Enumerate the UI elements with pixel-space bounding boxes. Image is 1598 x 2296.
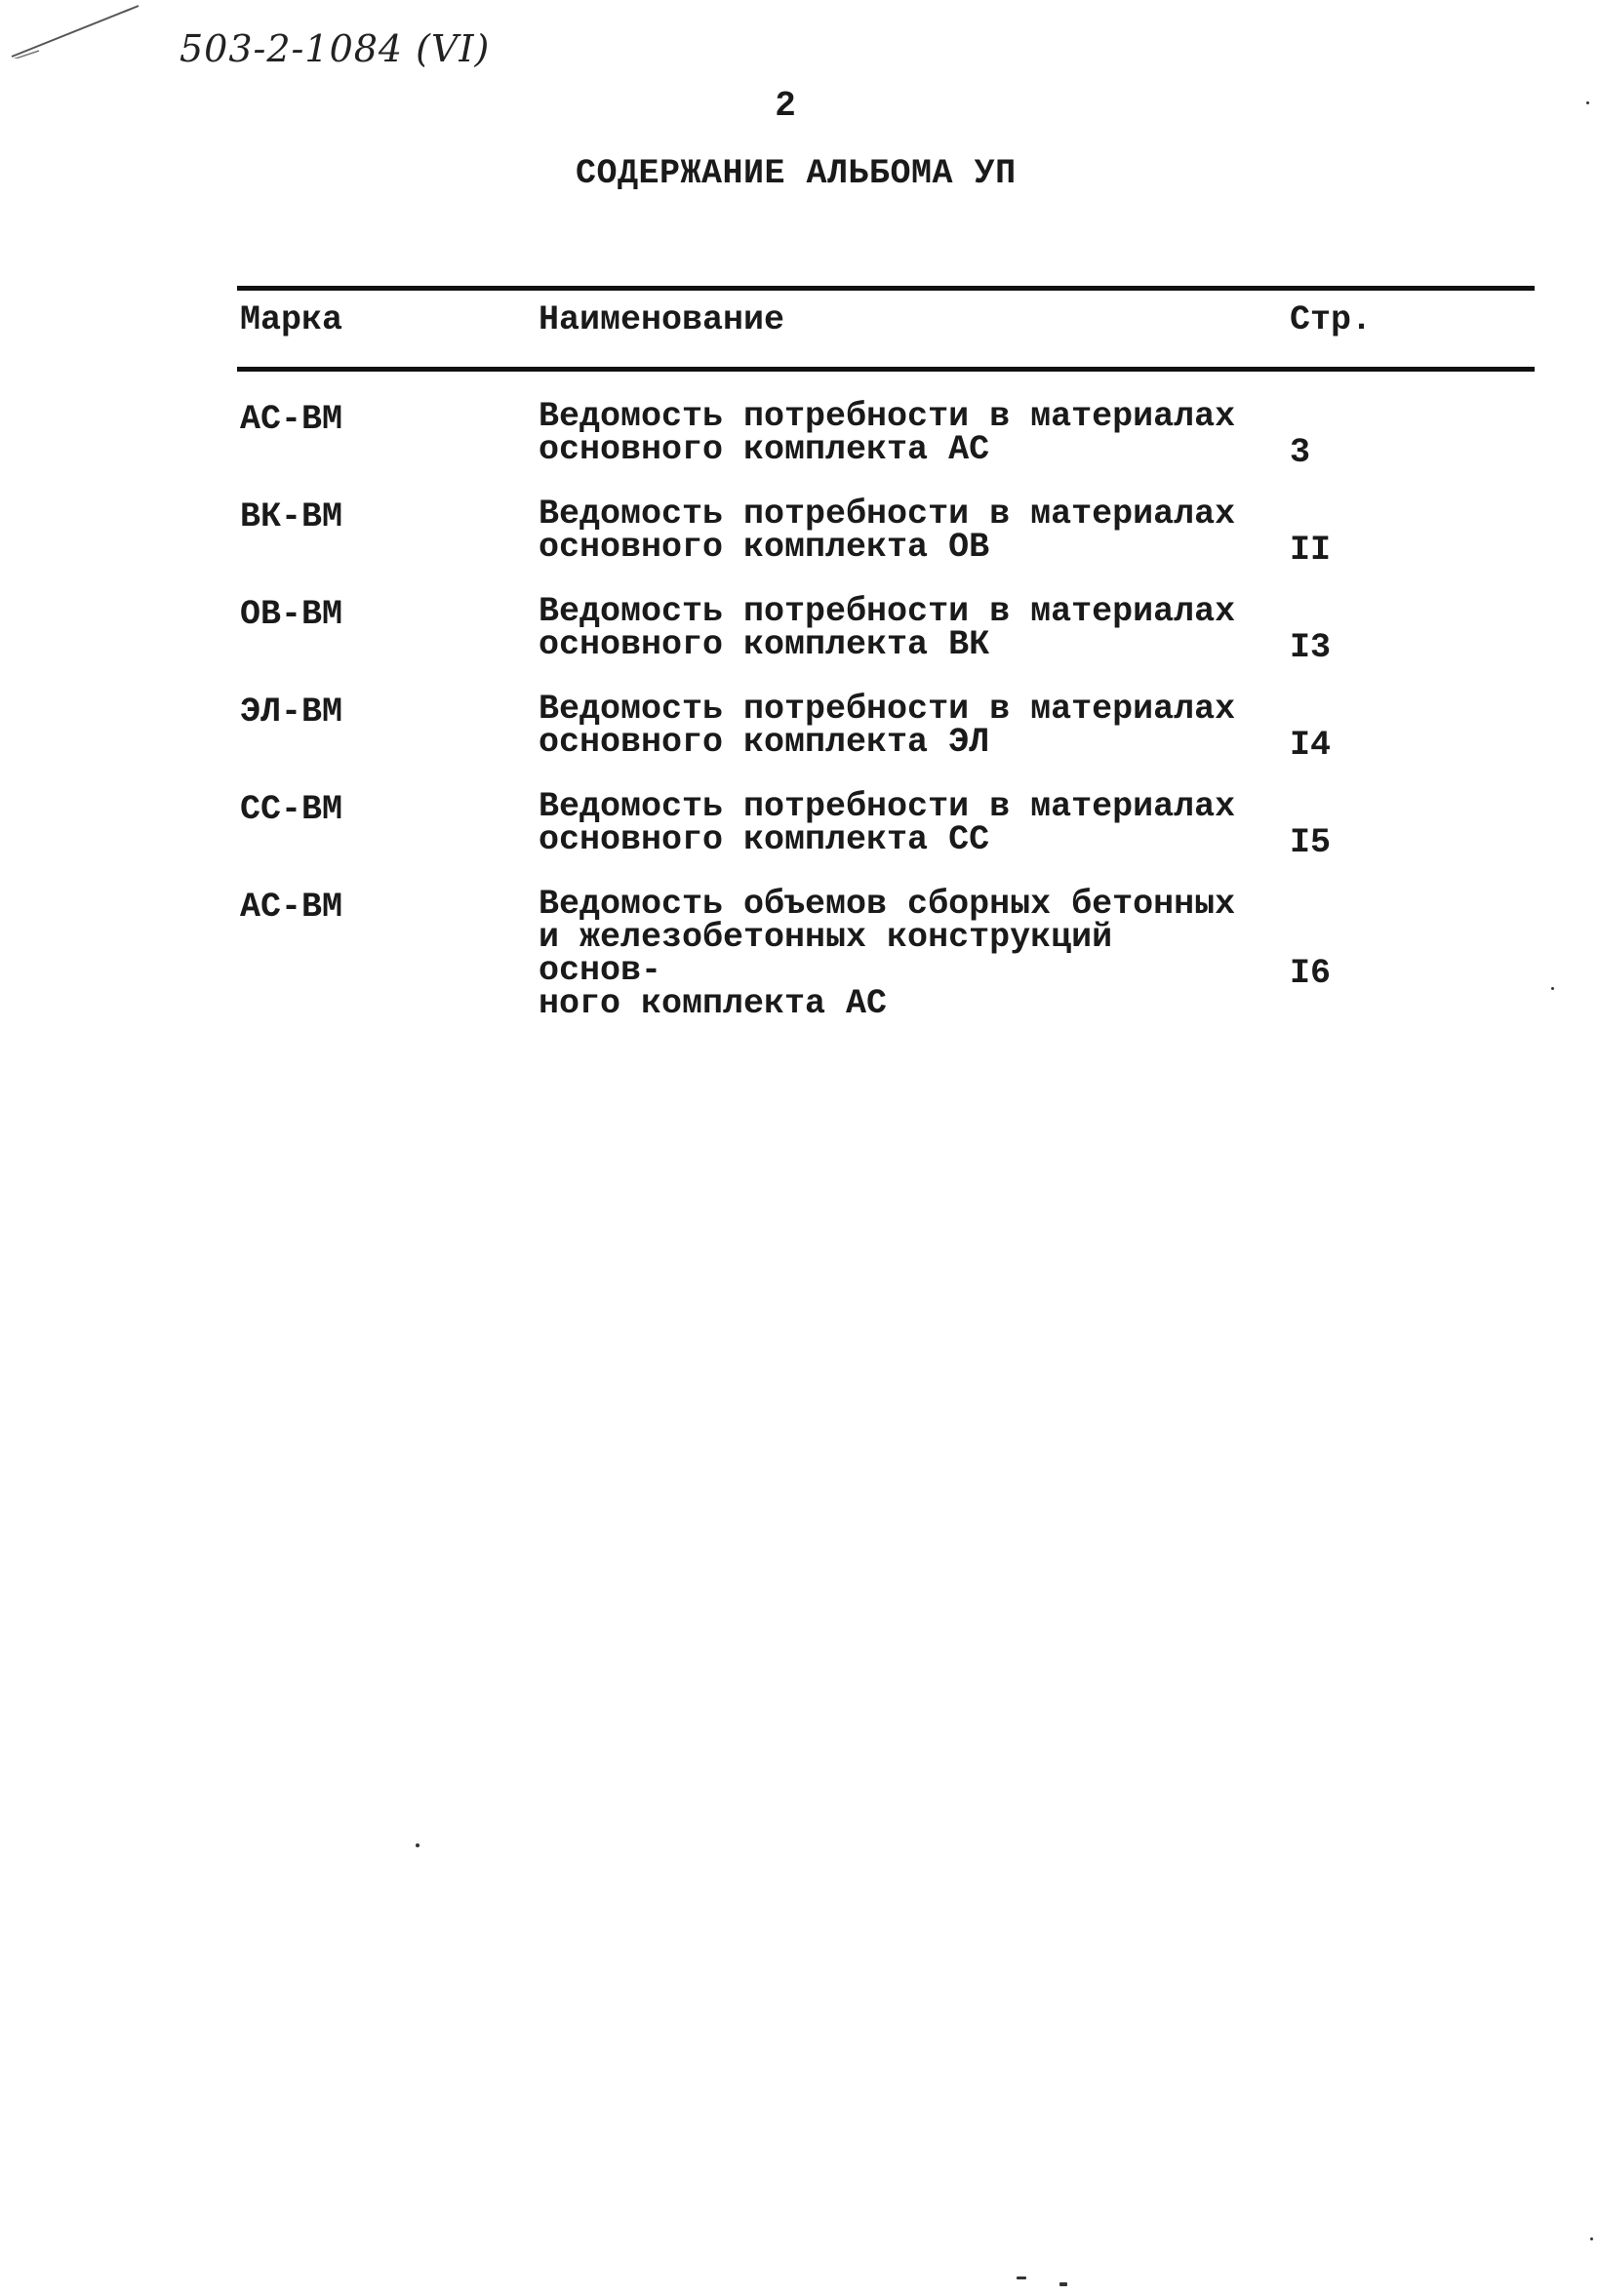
row-code: АС-ВМ [240, 400, 343, 439]
page-title: СОДЕРЖАНИЕ АЛЬБОМА УП [576, 154, 1017, 193]
document-number-handwritten: 503-2-1084 (VI) [180, 27, 491, 70]
row-page: II [1290, 531, 1332, 570]
table-header-rule [237, 367, 1535, 372]
row-code: ВК-ВМ [240, 497, 343, 536]
table-top-rule [237, 286, 1535, 291]
column-header-marka: Марка [240, 300, 343, 339]
row-title: Ведомость потребности в материалах основного комплекта ВК [539, 592, 1236, 664]
row-page: I6 [1290, 954, 1332, 993]
row-title: Ведомость потребности в материалах основного комплекта АС [539, 397, 1236, 469]
row-page: I3 [1290, 628, 1332, 667]
scan-speck [1059, 2282, 1067, 2286]
row-title: Ведомость потребности в материалах основного комплекта ЭЛ [539, 690, 1236, 762]
row-code: АС-ВМ [240, 888, 343, 927]
scan-speck [1586, 101, 1589, 104]
scan-speck [416, 1843, 419, 1847]
row-title: Ведомость потребности в материалах основного комплекта ОВ [539, 495, 1236, 567]
page-number: 2 [775, 86, 796, 126]
scan-speck [1017, 2276, 1026, 2279]
row-code: ОВ-ВМ [240, 595, 343, 634]
column-header-page: Стр. [1290, 300, 1373, 339]
row-code: СС-ВМ [240, 790, 343, 829]
scan-speck [1551, 987, 1554, 990]
row-title: Ведомость объемов сборных бетонных и железобетонных конструкций основ- ного комплекта АС [539, 885, 1236, 1023]
row-page: 3 [1290, 433, 1311, 472]
column-header-name: Наименование [539, 300, 785, 339]
row-page: I4 [1290, 726, 1332, 765]
scan-speck [1590, 2237, 1593, 2240]
pen-stroke-mark [10, 0, 146, 59]
row-code: ЭЛ-ВМ [240, 693, 343, 732]
row-page: I5 [1290, 823, 1332, 862]
row-title: Ведомость потребности в материалах основного комплекта СС [539, 787, 1236, 859]
